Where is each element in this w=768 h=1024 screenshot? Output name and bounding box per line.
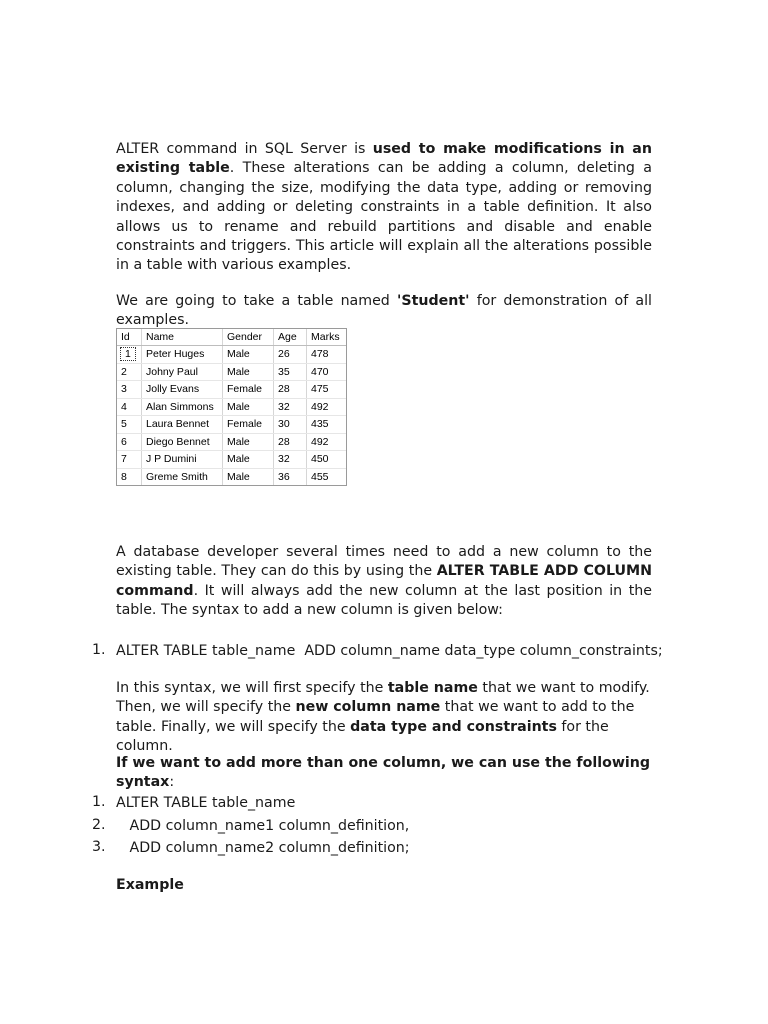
table-cell-marks: 450 <box>307 451 347 469</box>
table-cell-name: Laura Bennet <box>142 416 223 434</box>
table-cell-gender: Male <box>223 398 274 416</box>
table-cell-id: 3 <box>117 381 142 399</box>
multi-column-colon: : <box>169 774 175 791</box>
syntax2-number-3: 3. <box>92 839 106 855</box>
table-row <box>117 381 346 399</box>
header-id: Id <box>117 329 142 346</box>
explain-bold-3: data type and constraints <box>350 718 557 735</box>
header-age: Age <box>274 329 307 346</box>
student-table <box>117 329 346 485</box>
table-cell-name: Alan Simmons <box>142 398 223 416</box>
table-cell-marks: 475 <box>307 381 347 399</box>
intro-text-1: ALTER command in SQL Server is <box>116 141 373 157</box>
intro-paragraph <box>116 140 652 276</box>
header-marks: Marks <box>307 329 347 346</box>
table-intro-text-2: for demonstration of all examples. <box>116 292 652 329</box>
add-column-text-1: A database developer several times need to add a new column to the existing table. They can do this by using the <box>116 544 652 580</box>
table-row <box>117 468 346 485</box>
table-cell-gender: Male <box>223 363 274 381</box>
table-cell-name: Peter Huges <box>142 346 223 364</box>
syntax2-line-2: ADD column_name1 column_definition, <box>116 818 410 834</box>
table-row <box>117 346 346 364</box>
explanation-paragraph <box>116 679 652 757</box>
table-header-row <box>117 329 346 346</box>
add-column-text-2: . It will always add the new column at the last position in the table. The syntax to add a new column is given below: <box>116 582 652 619</box>
explain-bold-1: table name <box>387 680 478 696</box>
table-cell-id: 6 <box>117 433 142 451</box>
table-cell-age: 32 <box>274 398 307 416</box>
table-row <box>117 416 346 434</box>
syntax2-number-1: 1. <box>92 794 106 810</box>
add-column-section <box>116 543 652 621</box>
table-cell-age: 32 <box>274 451 307 469</box>
selected-cell-value: 1 <box>121 348 135 360</box>
table-cell-marks: 478 <box>307 346 347 364</box>
table-cell-id: 8 <box>117 468 142 485</box>
example-heading: Example <box>116 877 184 893</box>
table-row <box>117 363 346 381</box>
header-name: Name <box>142 329 223 346</box>
syntax2-line-1: ALTER TABLE table_name <box>116 795 296 811</box>
syntax2-line-3: ADD column_name2 column_definition; <box>116 840 410 856</box>
table-cell-age: 28 <box>274 381 307 399</box>
table-cell-name: Greme Smith <box>142 468 223 485</box>
multi-column-bold: If we want to add more than one column, we can use the following syntax <box>116 755 651 791</box>
intro-text-2: . These alterations can be adding a column, deleting a column, changing the size, modifying the data type, adding or removing indexes, and adding or deleting constraints in a table definition. It also allows us to rename and rebuild partitions and disable and enable constraints and triggers. This article will explain all the alterations possible in a table with various examples. <box>116 160 652 274</box>
table-cell-age: 36 <box>274 468 307 485</box>
add-column-paragraph <box>116 543 652 621</box>
table-cell-id <box>117 346 142 364</box>
table-cell-gender: Male <box>223 346 274 364</box>
table-cell-marks: 492 <box>307 398 347 416</box>
table-cell-id: 5 <box>117 416 142 434</box>
intro-section <box>116 140 652 347</box>
table-intro-text-1: We are going to take a table named <box>116 292 398 309</box>
syntax2-number-2: 2. <box>92 817 106 833</box>
table-name-bold: 'Student' <box>397 292 470 309</box>
table-row <box>117 398 346 416</box>
table-cell-gender: Female <box>223 416 274 434</box>
table-cell-name: J P Dumini <box>142 451 223 469</box>
table-cell-gender: Male <box>223 451 274 469</box>
table-cell-age: 26 <box>274 346 307 364</box>
explain-text-3: that we want to add to the table. Finally, we will specify the <box>116 699 635 735</box>
table-cell-id: 2 <box>117 363 142 381</box>
header-gender: Gender <box>223 329 274 346</box>
table-cell-name: Jolly Evans <box>142 381 223 399</box>
table-cell-gender: Male <box>223 433 274 451</box>
explain-text-2: that we want to modify. Then, we will specify the <box>116 680 650 716</box>
table-cell-id: 4 <box>117 398 142 416</box>
syntax-explanation <box>116 679 652 757</box>
table-cell-id: 7 <box>117 451 142 469</box>
multi-column-heading <box>116 754 652 793</box>
table-cell-marks: 455 <box>311 470 329 483</box>
table-cell-name: Diego Bennet <box>142 433 223 451</box>
explain-text-4: for the column. <box>116 718 609 755</box>
intro-bold-text: used to make modifications in an existing table <box>116 141 652 177</box>
table-cell-age: 28 <box>274 433 307 451</box>
table-cell-age: 35 <box>274 363 307 381</box>
explain-text-1: In this syntax, we will first specify the <box>116 680 388 696</box>
syntax1-number: 1. <box>92 642 106 658</box>
table-row <box>117 433 346 451</box>
add-column-command-bold: ALTER TABLE ADD COLUMN command <box>116 563 653 599</box>
table-row <box>117 451 346 469</box>
table-cell-name: Johny Paul <box>142 363 223 381</box>
table-cell-marks: 435 <box>307 416 347 434</box>
table-cell-marks: 470 <box>307 363 347 381</box>
table-cell-gender: Female <box>223 381 274 399</box>
syntax1-line: ALTER TABLE table_name ADD column_name data_type column_constraints; <box>116 643 663 659</box>
table-cell-marks: 492 <box>307 433 347 451</box>
table-intro-paragraph <box>116 292 652 331</box>
table-cell-gender: Male <box>223 468 274 485</box>
table-cell-age: 30 <box>274 416 307 434</box>
student-table-image <box>116 328 347 486</box>
explain-bold-2: new column name <box>295 699 441 716</box>
